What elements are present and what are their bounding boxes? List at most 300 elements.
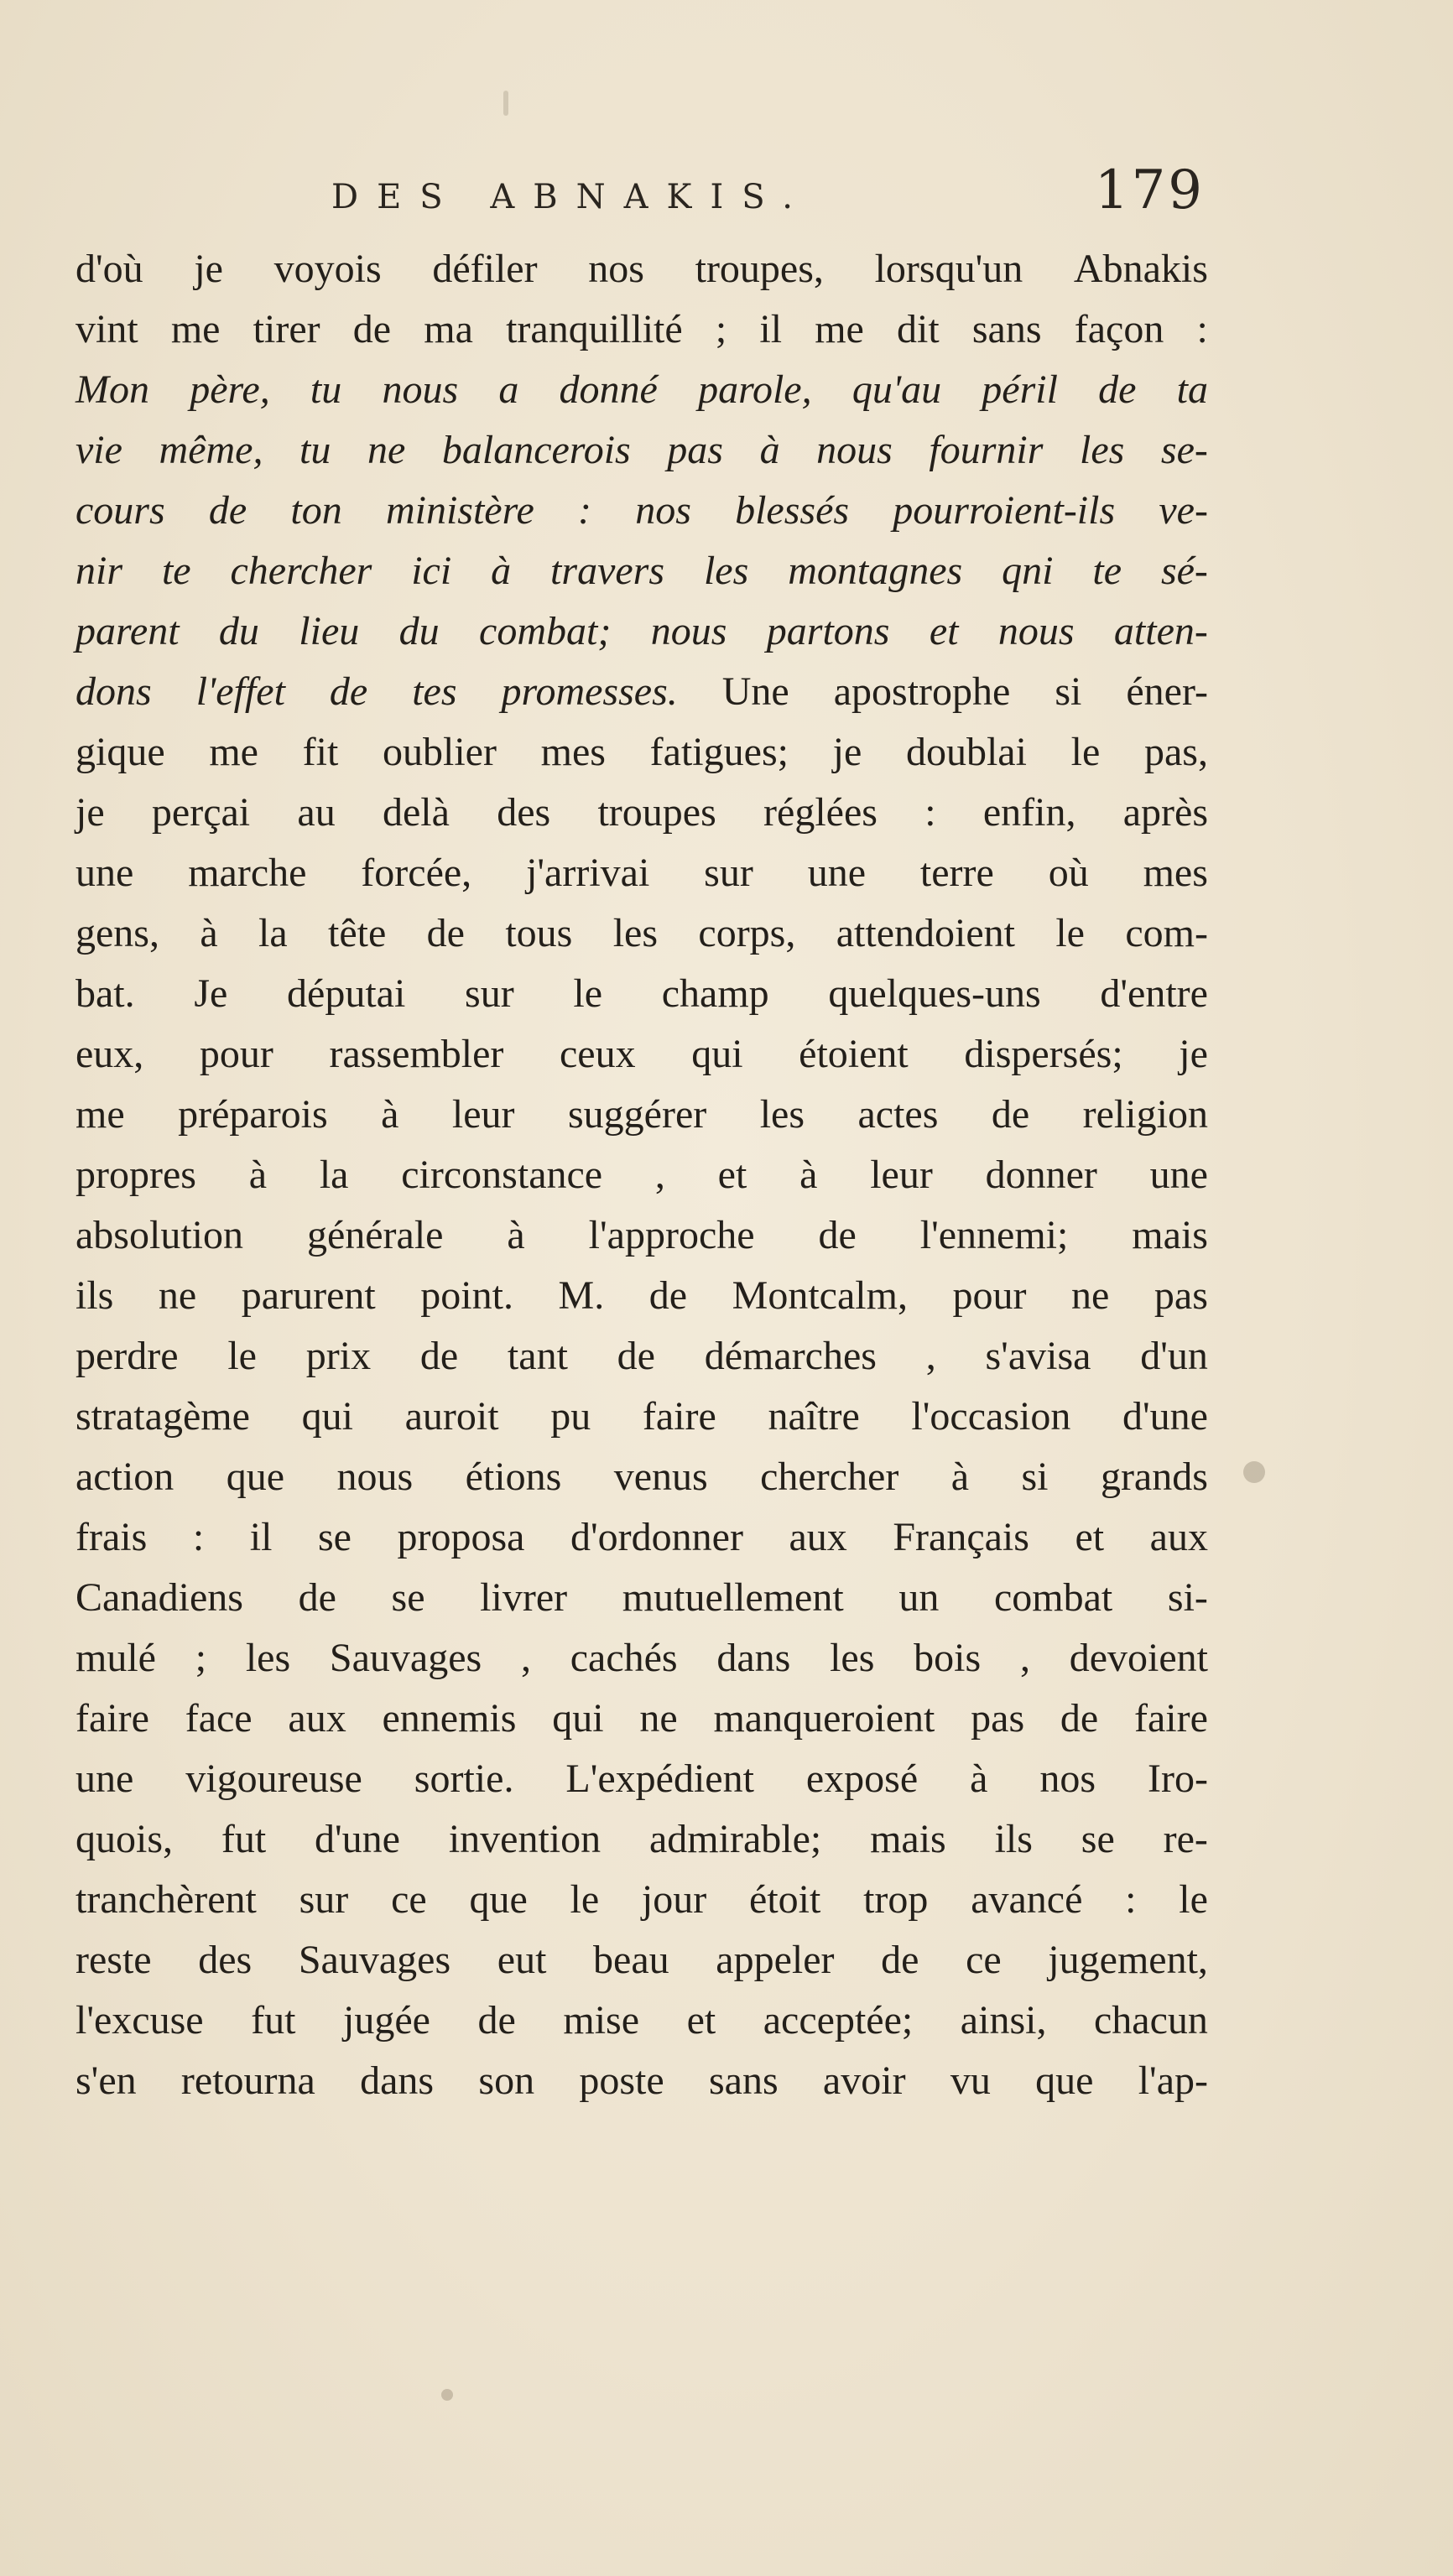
word: Abnakis bbox=[1073, 247, 1208, 291]
word: a bbox=[498, 367, 519, 412]
word: à bbox=[381, 1092, 399, 1137]
text-line bbox=[76, 1628, 1208, 1689]
word: circonstance bbox=[401, 1153, 603, 1197]
word: nous bbox=[336, 1455, 414, 1499]
text-line bbox=[76, 1387, 1208, 1447]
word: Je bbox=[194, 971, 228, 1016]
word: ceux bbox=[560, 1032, 636, 1076]
word: que bbox=[1035, 2058, 1094, 2103]
word: fatigues; bbox=[649, 730, 789, 774]
word: réglées bbox=[763, 790, 878, 835]
text-line bbox=[76, 1145, 1208, 1205]
word: mais bbox=[1132, 1213, 1208, 1257]
word: vigoureuse bbox=[185, 1756, 362, 1801]
word: l'approche bbox=[588, 1213, 755, 1257]
word: devoient bbox=[1069, 1636, 1208, 1680]
word: que bbox=[226, 1455, 285, 1499]
word: préparois bbox=[178, 1092, 328, 1137]
word: propres bbox=[76, 1153, 196, 1197]
text-line bbox=[76, 420, 1208, 481]
word: parole, bbox=[698, 367, 812, 412]
word: Iro- bbox=[1147, 1756, 1208, 1801]
text-line bbox=[76, 1568, 1208, 1628]
word: champ bbox=[661, 971, 769, 1016]
word: et bbox=[717, 1153, 747, 1197]
word: d'où bbox=[76, 247, 143, 291]
word: nos bbox=[1039, 1756, 1096, 1801]
word: nos bbox=[635, 488, 691, 533]
word: ministère bbox=[385, 488, 534, 533]
word: se bbox=[391, 1575, 425, 1620]
word: avancé bbox=[971, 1877, 1083, 1922]
word: Montcalm, bbox=[732, 1273, 908, 1318]
text-line bbox=[76, 783, 1208, 843]
word: : bbox=[1196, 307, 1208, 351]
word: du bbox=[398, 609, 440, 653]
word: atten- bbox=[1113, 609, 1208, 653]
word: ce bbox=[391, 1877, 427, 1922]
word: de bbox=[881, 1938, 919, 1982]
word: corps, bbox=[698, 911, 796, 955]
word: suggérer bbox=[567, 1092, 707, 1137]
word: grands bbox=[1100, 1455, 1208, 1499]
word: le bbox=[570, 1877, 600, 1922]
word: s'avisa bbox=[985, 1334, 1091, 1378]
word: de bbox=[419, 1334, 459, 1378]
word: faire bbox=[1134, 1696, 1208, 1741]
text-line bbox=[76, 662, 1208, 722]
word: se bbox=[1081, 1817, 1115, 1861]
text-line bbox=[76, 1749, 1208, 1809]
word: les bbox=[830, 1636, 875, 1680]
word: leur bbox=[451, 1092, 515, 1137]
word: dans bbox=[360, 2058, 435, 2103]
word: aux bbox=[789, 1515, 847, 1559]
word: pas bbox=[1154, 1273, 1208, 1318]
word: sur bbox=[465, 971, 514, 1016]
word: avoir bbox=[822, 2058, 906, 2103]
word: combat; bbox=[479, 609, 612, 653]
word: faire bbox=[642, 1394, 716, 1439]
word: après bbox=[1122, 790, 1208, 835]
text-line bbox=[76, 1024, 1208, 1085]
word: d'une bbox=[315, 1817, 400, 1861]
text-line bbox=[76, 1266, 1208, 1326]
word: te bbox=[1092, 549, 1122, 593]
text-line bbox=[76, 1930, 1208, 1991]
word: de bbox=[648, 1273, 688, 1318]
body-text bbox=[76, 239, 1208, 2111]
word: tranchèrent bbox=[76, 1877, 257, 1922]
word: ici bbox=[411, 549, 452, 593]
word: tant bbox=[507, 1334, 568, 1378]
word: parent bbox=[76, 609, 180, 653]
text-line bbox=[76, 1689, 1208, 1749]
text-line bbox=[76, 1991, 1208, 2051]
word: fut bbox=[221, 1817, 267, 1861]
word: me bbox=[209, 730, 258, 774]
word: te bbox=[161, 549, 191, 593]
word: ce bbox=[966, 1938, 1002, 1982]
word: de bbox=[426, 911, 465, 955]
word: me bbox=[76, 1092, 125, 1137]
word: troupes bbox=[597, 790, 716, 835]
word: action bbox=[76, 1455, 174, 1499]
word: je bbox=[832, 730, 862, 774]
word: le bbox=[1179, 1877, 1208, 1922]
text-line bbox=[76, 1809, 1208, 1870]
word: exposé bbox=[805, 1756, 919, 1801]
word: gens, bbox=[76, 911, 159, 955]
word: chercher bbox=[760, 1455, 899, 1499]
word: si bbox=[1055, 669, 1082, 714]
word: mise bbox=[563, 1998, 640, 2043]
word: mutuellement bbox=[622, 1575, 844, 1620]
word: la bbox=[258, 911, 288, 955]
word: attendoient bbox=[836, 911, 1015, 955]
word: que bbox=[469, 1877, 528, 1922]
text-line bbox=[76, 903, 1208, 964]
word: les bbox=[1080, 428, 1125, 472]
word: l'occasion bbox=[911, 1394, 1071, 1439]
word: donné bbox=[559, 367, 658, 412]
word: chercher bbox=[230, 549, 372, 593]
text-line bbox=[76, 1085, 1208, 1145]
word: qu'au bbox=[851, 367, 942, 412]
word: générale bbox=[306, 1213, 444, 1257]
word: les bbox=[245, 1636, 291, 1680]
text-line bbox=[76, 843, 1208, 903]
word: Canadiens bbox=[76, 1575, 243, 1620]
word: jour bbox=[641, 1877, 707, 1922]
word: de bbox=[329, 669, 368, 714]
text-line bbox=[76, 1447, 1208, 1507]
word: M. bbox=[558, 1273, 605, 1318]
word: se bbox=[317, 1515, 352, 1559]
word: tirer bbox=[253, 307, 320, 351]
word: si bbox=[1021, 1455, 1049, 1499]
word: l'ap- bbox=[1138, 2058, 1208, 2103]
word: point. bbox=[420, 1273, 513, 1318]
word: se- bbox=[1160, 428, 1208, 472]
word: fournir bbox=[929, 428, 1044, 472]
word: pas bbox=[971, 1696, 1025, 1741]
word: Une bbox=[721, 669, 789, 714]
word: dans bbox=[716, 1636, 791, 1680]
word: des bbox=[198, 1938, 253, 1982]
word: promesses. bbox=[501, 669, 678, 714]
word: voyois bbox=[273, 247, 382, 291]
word: : bbox=[578, 488, 591, 533]
word: Français bbox=[893, 1515, 1029, 1559]
word: où bbox=[1048, 851, 1089, 895]
word: sortie. bbox=[414, 1756, 514, 1801]
word: prix bbox=[305, 1334, 372, 1378]
word: du bbox=[218, 609, 259, 653]
word: qui bbox=[552, 1696, 604, 1741]
word: d'un bbox=[1140, 1334, 1208, 1378]
word: nous bbox=[382, 367, 459, 412]
word: pourroient-ils bbox=[893, 488, 1116, 533]
word: le bbox=[1055, 911, 1085, 955]
word: de bbox=[1098, 367, 1137, 412]
word: démarches bbox=[704, 1334, 877, 1378]
word: tu bbox=[299, 428, 331, 472]
word: faire bbox=[76, 1696, 149, 1741]
word: terre bbox=[919, 851, 994, 895]
word: ve- bbox=[1159, 488, 1208, 533]
word: si- bbox=[1167, 1575, 1208, 1620]
text-line bbox=[76, 239, 1208, 299]
word: aux bbox=[288, 1696, 346, 1741]
word: et bbox=[686, 1998, 716, 2043]
word: de bbox=[352, 307, 392, 351]
word: de bbox=[477, 1998, 516, 2043]
word: je bbox=[76, 790, 105, 835]
word: sur bbox=[299, 1877, 349, 1922]
running-head: DES ABNAKIS. bbox=[331, 178, 811, 216]
word: eux, bbox=[76, 1032, 144, 1076]
word: père, bbox=[190, 367, 270, 412]
word: delà bbox=[382, 790, 450, 835]
word: ; bbox=[715, 307, 727, 351]
word: travers bbox=[550, 549, 665, 593]
word: qui bbox=[301, 1394, 353, 1439]
word: tranquillité bbox=[506, 307, 683, 351]
word: re- bbox=[1163, 1817, 1208, 1861]
word: étoit bbox=[749, 1877, 821, 1922]
word: pas bbox=[667, 428, 723, 472]
word: vint bbox=[76, 307, 138, 351]
word: admirable; bbox=[648, 1817, 822, 1861]
word: étoient bbox=[799, 1032, 909, 1076]
word: Mon bbox=[76, 367, 149, 412]
word: ; bbox=[195, 1636, 207, 1680]
word: eut bbox=[497, 1938, 547, 1982]
text-line bbox=[76, 2051, 1208, 2111]
word: : bbox=[1125, 1877, 1137, 1922]
word: absolution bbox=[76, 1213, 243, 1257]
word: dispersés; bbox=[964, 1032, 1123, 1076]
word: perdre bbox=[76, 1334, 179, 1378]
word: balancerois bbox=[441, 428, 631, 472]
word: blessés bbox=[735, 488, 850, 533]
word: de bbox=[298, 1575, 336, 1620]
word: l'effet bbox=[195, 669, 285, 714]
word: nos bbox=[588, 247, 644, 291]
text-line bbox=[76, 722, 1208, 783]
word: le bbox=[227, 1334, 257, 1378]
text-line bbox=[76, 1870, 1208, 1930]
word: oublier bbox=[383, 730, 497, 774]
word: je bbox=[1179, 1032, 1208, 1076]
text-line bbox=[76, 964, 1208, 1024]
word: donner bbox=[985, 1153, 1097, 1197]
word: jugée bbox=[343, 1998, 430, 2043]
word: l'excuse bbox=[76, 1998, 204, 2043]
word: poste bbox=[579, 2058, 664, 2103]
text-line bbox=[76, 1205, 1208, 1266]
word: ils bbox=[76, 1273, 114, 1318]
word: tous bbox=[505, 911, 573, 955]
word: ton bbox=[290, 488, 342, 533]
word: tête bbox=[328, 911, 387, 955]
word: ne bbox=[639, 1696, 678, 1741]
word: bat. bbox=[76, 971, 135, 1016]
word: à bbox=[200, 911, 218, 955]
word: ennemis bbox=[382, 1696, 517, 1741]
word: sé- bbox=[1160, 549, 1208, 593]
word: péril bbox=[982, 367, 1058, 412]
word: livrer bbox=[480, 1575, 568, 1620]
word: à bbox=[491, 549, 512, 593]
word: pas, bbox=[1143, 730, 1208, 774]
word: appeler bbox=[716, 1938, 835, 1982]
word: parurent bbox=[241, 1273, 376, 1318]
word: face bbox=[185, 1696, 253, 1741]
word: ne bbox=[367, 428, 406, 472]
text-line bbox=[76, 360, 1208, 420]
text-line bbox=[76, 601, 1208, 662]
word: leur bbox=[870, 1153, 933, 1197]
word: , bbox=[1019, 1636, 1030, 1680]
word: défiler bbox=[432, 247, 538, 291]
word: vie bbox=[76, 428, 122, 472]
word: sans bbox=[708, 2058, 779, 2103]
word: nir bbox=[76, 549, 123, 593]
ink-smudge bbox=[441, 2389, 453, 2401]
word: tu bbox=[310, 367, 342, 412]
ink-smudge bbox=[503, 91, 508, 116]
word: le bbox=[573, 971, 603, 1016]
text-line bbox=[76, 1326, 1208, 1387]
word: acceptée; bbox=[763, 1998, 914, 2043]
word: , bbox=[654, 1153, 665, 1197]
word: mulé bbox=[76, 1636, 156, 1680]
word: qui bbox=[691, 1032, 743, 1076]
word: à bbox=[799, 1153, 818, 1197]
word: , bbox=[520, 1636, 531, 1680]
word: d'entre bbox=[1100, 971, 1208, 1016]
word: de bbox=[1060, 1696, 1099, 1741]
word: mes bbox=[1143, 851, 1208, 895]
word: sur bbox=[704, 851, 753, 895]
word: et bbox=[1075, 1515, 1105, 1559]
word: invention bbox=[448, 1817, 602, 1861]
word: reste bbox=[76, 1938, 152, 1982]
word: façon bbox=[1074, 307, 1164, 351]
word: et bbox=[929, 609, 959, 653]
word: une bbox=[807, 851, 867, 895]
word: tes bbox=[412, 669, 457, 714]
word: à bbox=[950, 1455, 970, 1499]
word: ne bbox=[1071, 1273, 1110, 1318]
word: à bbox=[248, 1153, 268, 1197]
word: bois bbox=[914, 1636, 982, 1680]
word: au bbox=[297, 790, 336, 835]
word: me bbox=[815, 307, 864, 351]
word: de bbox=[617, 1334, 655, 1378]
word: : bbox=[924, 790, 936, 835]
word: le bbox=[1070, 730, 1101, 774]
word: L'expédient bbox=[565, 1756, 754, 1801]
word: d'une bbox=[1122, 1394, 1208, 1439]
word: naître bbox=[768, 1394, 860, 1439]
word: pour bbox=[199, 1032, 273, 1076]
word: éner- bbox=[1126, 669, 1208, 714]
word: me bbox=[170, 307, 221, 351]
ink-smudge bbox=[1243, 1461, 1265, 1483]
word: beau bbox=[593, 1938, 669, 1982]
word: retourna bbox=[180, 2058, 315, 2103]
word: nous bbox=[650, 609, 727, 653]
word: partons bbox=[766, 609, 890, 653]
word: de bbox=[208, 488, 247, 533]
word: nous bbox=[997, 609, 1075, 653]
word: il bbox=[759, 307, 783, 351]
word: actes bbox=[857, 1092, 939, 1137]
word: à bbox=[759, 428, 780, 472]
word: les bbox=[612, 911, 659, 955]
word: ta bbox=[1176, 367, 1208, 412]
word: : bbox=[192, 1515, 205, 1559]
word: députai bbox=[287, 971, 406, 1016]
word: fit bbox=[302, 730, 339, 774]
word: un bbox=[898, 1575, 940, 1620]
word: lorsqu'un bbox=[874, 247, 1023, 291]
page-number: 179 bbox=[1094, 159, 1205, 221]
word: les bbox=[703, 549, 749, 593]
word: cachés bbox=[570, 1636, 678, 1680]
word: étions bbox=[465, 1455, 562, 1499]
word: nous bbox=[816, 428, 893, 472]
word: il bbox=[249, 1515, 273, 1559]
word: mes bbox=[540, 730, 606, 774]
word: son bbox=[478, 2058, 535, 2103]
word: troupes, bbox=[695, 247, 824, 291]
word: cours bbox=[76, 488, 165, 533]
word: Sauvages bbox=[298, 1938, 451, 1982]
word: ne bbox=[158, 1273, 197, 1318]
word: chacun bbox=[1094, 1998, 1208, 2043]
word: frais bbox=[76, 1515, 148, 1559]
word: une bbox=[1149, 1153, 1208, 1197]
word: aux bbox=[1149, 1515, 1208, 1559]
word: com- bbox=[1125, 911, 1208, 955]
word: fut bbox=[251, 1998, 296, 2043]
word: , bbox=[925, 1334, 936, 1378]
word: l'ennemi; bbox=[919, 1213, 1069, 1257]
word: je bbox=[194, 247, 223, 291]
word: pu bbox=[550, 1394, 591, 1439]
word: montagnes bbox=[788, 549, 963, 593]
word: sans bbox=[971, 307, 1042, 351]
word: à bbox=[507, 1213, 525, 1257]
word: même, bbox=[159, 428, 263, 472]
word: dit bbox=[897, 307, 940, 351]
word: ainsi, bbox=[960, 1998, 1047, 2043]
word: une bbox=[76, 851, 134, 895]
word: j'arrivai bbox=[526, 851, 650, 895]
word: lieu bbox=[299, 609, 360, 653]
word: quelques-uns bbox=[828, 971, 1041, 1016]
word: mais bbox=[870, 1817, 946, 1861]
word: Sauvages bbox=[329, 1636, 482, 1680]
page-header bbox=[76, 159, 1225, 226]
word: stratagème bbox=[76, 1394, 250, 1439]
text-line bbox=[76, 1507, 1208, 1568]
word: ma bbox=[424, 307, 473, 351]
